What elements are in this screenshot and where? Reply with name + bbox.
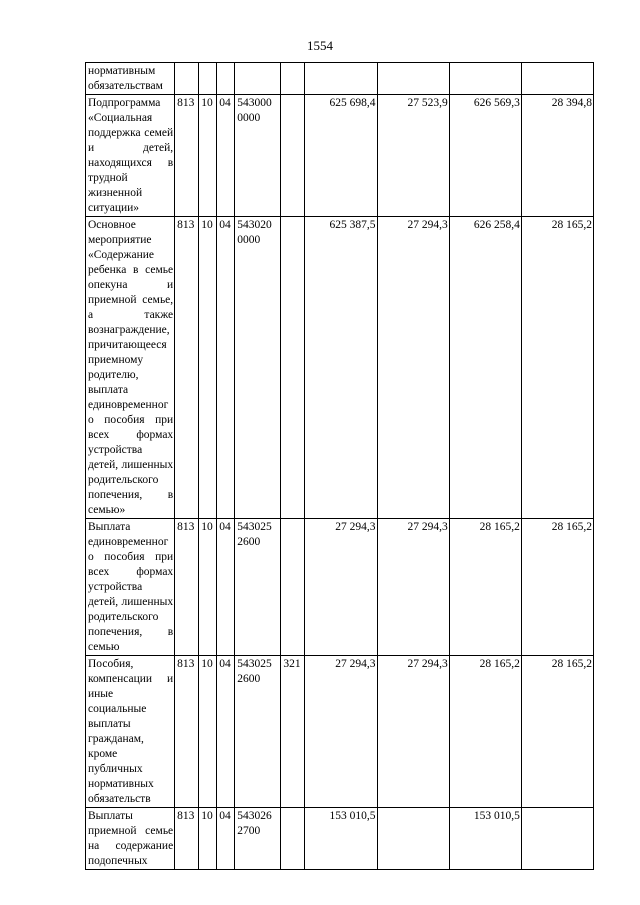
target-code <box>235 63 281 95</box>
row-name: Пособия, компенсации и иные социальные выплаты гражданам, кроме публичных нормативных обязательств <box>86 656 175 808</box>
section-code: 10 <box>199 95 217 217</box>
section-code <box>199 63 217 95</box>
expense-type-code <box>281 63 305 95</box>
section-code: 10 <box>199 808 217 870</box>
subsection-code: 04 <box>217 808 235 870</box>
section-code: 10 <box>199 217 217 519</box>
row-name: Основное мероприятие «Содержание ребенка в семье опекуна и приемной семье, а также вознаграждение, причитающееся приемному родителю, выплата единовременного пособия при всех формах устройства детей, лишенных родительского попечения, в семью» <box>86 217 175 519</box>
table-row <box>86 63 594 95</box>
expense-type-code <box>281 217 305 519</box>
amount-cell: 625 698,4 <box>305 95 377 217</box>
ministry-code: 813 <box>175 656 199 808</box>
table-row <box>86 217 594 519</box>
amount-cell <box>449 63 521 95</box>
page-number: 1554 <box>307 38 333 53</box>
amount-cell: 28 165,2 <box>449 656 521 808</box>
amount-cell: 27 294,3 <box>305 519 377 656</box>
section-code: 10 <box>199 656 217 808</box>
table-row <box>86 808 594 870</box>
ministry-code: 813 <box>175 217 199 519</box>
subsection-code <box>217 63 235 95</box>
section-code: 10 <box>199 519 217 656</box>
row-name: Подпрограмма «Социальная поддержка семей и детей, находящихся в трудной жизненной ситуации» <box>86 95 175 217</box>
amount-cell <box>305 63 377 95</box>
ministry-code: 813 <box>175 519 199 656</box>
row-name: нормативным обязательствам <box>86 63 175 95</box>
amount-cell: 625 387,5 <box>305 217 377 519</box>
amount-cell: 27 523,9 <box>377 95 449 217</box>
amount-cell: 28 165,2 <box>521 519 593 656</box>
amount-cell: 28 165,2 <box>521 656 593 808</box>
target-code: 543025 2600 <box>235 656 281 808</box>
amount-cell <box>521 63 593 95</box>
amount-cell: 27 294,3 <box>377 217 449 519</box>
ministry-code: 813 <box>175 808 199 870</box>
row-name: Выплата единовременного пособия при всех формах устройства детей, лишенных родительского попечения, в семью <box>86 519 175 656</box>
subsection-code: 04 <box>217 656 235 808</box>
expense-type-code: 321 <box>281 656 305 808</box>
ministry-code: 813 <box>175 95 199 217</box>
amount-cell: 27 294,3 <box>305 656 377 808</box>
amount-cell: 27 294,3 <box>377 519 449 656</box>
target-code: 543000 0000 <box>235 95 281 217</box>
amount-cell: 27 294,3 <box>377 656 449 808</box>
subsection-code: 04 <box>217 95 235 217</box>
table-row <box>86 519 594 656</box>
row-name: Выплаты приемной семье на содержание подопечных <box>86 808 175 870</box>
amount-cell: 626 569,3 <box>449 95 521 217</box>
budget-table <box>85 62 594 870</box>
target-code: 543020 0000 <box>235 217 281 519</box>
table-row <box>86 656 594 808</box>
amount-cell: 28 394,8 <box>521 95 593 217</box>
table-row <box>86 95 594 217</box>
amount-cell: 153 010,5 <box>305 808 377 870</box>
subsection-code: 04 <box>217 217 235 519</box>
expense-type-code <box>281 808 305 870</box>
amount-cell: 153 010,5 <box>449 808 521 870</box>
amount-cell: 28 165,2 <box>521 217 593 519</box>
amount-cell: 626 258,4 <box>449 217 521 519</box>
amount-cell: 28 165,2 <box>449 519 521 656</box>
amount-cell <box>377 63 449 95</box>
amount-cell <box>521 808 593 870</box>
target-code: 543025 2600 <box>235 519 281 656</box>
expense-type-code <box>281 95 305 217</box>
target-code: 543026 2700 <box>235 808 281 870</box>
subsection-code: 04 <box>217 519 235 656</box>
expense-type-code <box>281 519 305 656</box>
amount-cell <box>377 808 449 870</box>
ministry-code <box>175 63 199 95</box>
